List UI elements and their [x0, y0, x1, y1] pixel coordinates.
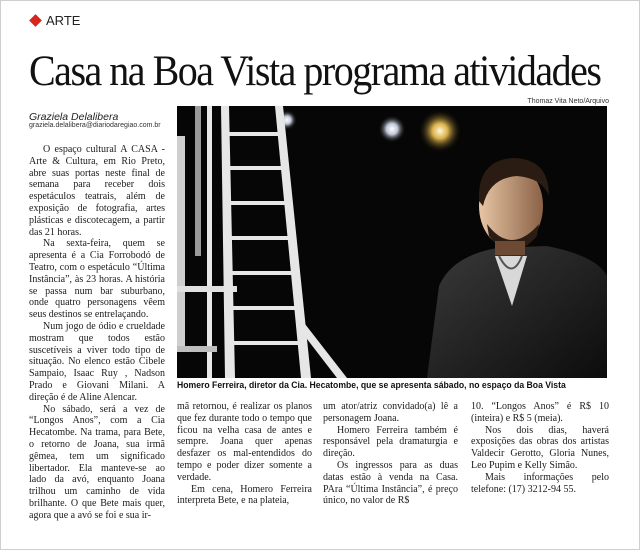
paragraph: O espaço cultural A CASA - Arte & Cultura, em Rio Preto, abre suas portas neste final de semana para receber dois espetáculos teatrais, além de exposição de fotografia, artes plásticas e discotecagem, a partir das 21 horas.	[29, 144, 165, 238]
paragraph: Num jogo de ódio e crueldade mostram que todos estão suscetíveis a viver todo tipo de situação. No elenco estão Cibele Sampaio, Isaac Ruy , Nadson Prado e Giovani Milani. A direção é de Aline Alencar.	[29, 320, 165, 403]
article-column-4	[471, 401, 609, 495]
section-header	[31, 13, 80, 28]
paragraph: Na sexta-feira, quem se apresenta é a Cia Forrobodó de Teatro, com o espetáculo “Última Instância”, às 23 horas. A história se passa num bar suburbano, onde quatro personagens vêem seus destinos se entrelaçando.	[29, 238, 165, 321]
photo-illustration	[177, 106, 607, 378]
paragraph-continued: 10. “Longos Anos” é R$ 10 (inteira) e R$ 5 (meia).	[471, 401, 609, 424]
photo-credit: Thomaz Vita Neto/Arquivo	[527, 98, 609, 105]
article-column-1	[29, 144, 165, 522]
paragraph: Mais informações pelo telefone: (17) 3212-94 55.	[471, 471, 609, 495]
paragraph-continued: mã retornou, é realizar os planos que fez durante todo o tempo que ficou na velha casa de antes e sempre. Joana quer apenas desfazer os mal-entendidos do tempo e poder dizer somente a verdade.	[177, 401, 312, 483]
paragraph: Homero Ferreira também é responsável pela dramaturgia e direção.	[323, 424, 458, 460]
paragraph: Nos dois dias, haverá exposições das obras dos artistas Valdecir Gerotto, Gloria Nunes, Leo Pupim e Kelly Simão.	[471, 424, 609, 471]
byline-email: graziela.delalibera@diariodaregiao.com.br	[29, 122, 161, 129]
paragraph: Os ingressos para as duas datas estão à venda na Casa. PAra “Última Instância”, é preço único, no valor de R$	[323, 459, 458, 507]
article-column-3	[323, 401, 458, 507]
byline-author: Graziela Delalibera	[29, 111, 119, 123]
photo-caption: Homero Ferreira, diretor da Cia. Hecatombe, que se apresenta sábado, no espaço da Boa Vista	[177, 380, 566, 390]
section-label: ARTE	[46, 13, 81, 28]
article-photo	[177, 106, 607, 378]
paragraph: No sábado, será a vez de “Longos Anos”, com a Cia Hecatombe. Na trama, para Bete, o retorno de Joana, sua irmã gêmea, tem um significado libertador. Ela manteve-se ao lado da avó, enquanto Joana trilhou um caminho de vida brilhante. O que Bete mais quer, agora que a avó se foi e sua ir-	[29, 403, 165, 521]
paragraph: Em cena, Homero Ferreira interpreta Bete, e na plateia,	[177, 483, 312, 507]
headline: Casa na Boa Vista programa atividades	[29, 48, 601, 95]
article-column-2	[177, 401, 312, 507]
red-diamond-icon	[29, 14, 42, 27]
paragraph-continued: um ator/atriz convidado(a) lê a personagem Joana.	[323, 401, 458, 424]
